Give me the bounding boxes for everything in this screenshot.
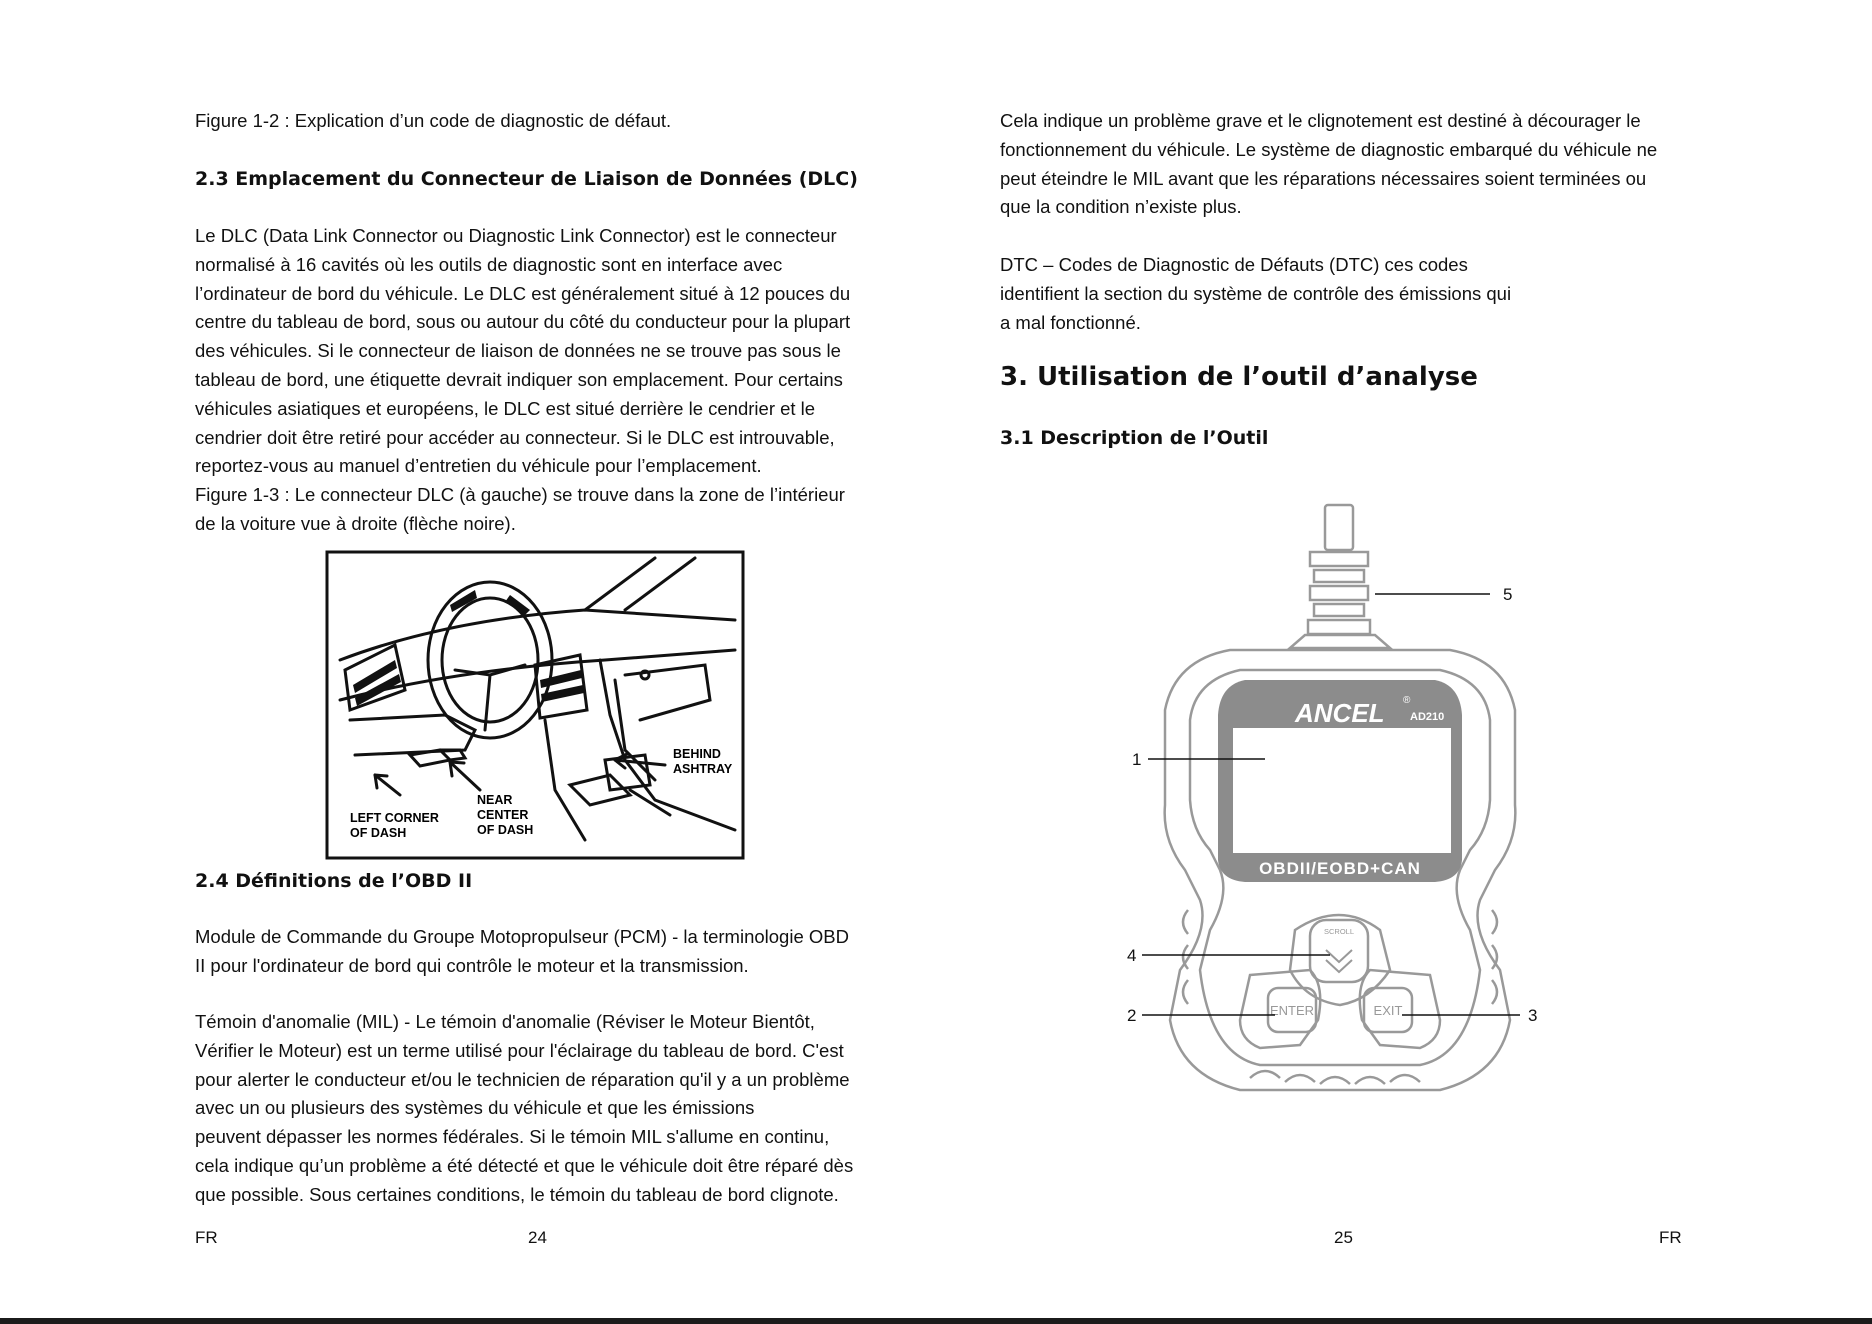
device-brand-logo: ANCEL [1295,698,1385,728]
dlc-location-figure [325,550,745,860]
footer-lang-left: FR [195,1228,218,1247]
bottom-edge-bar [0,1318,1872,1324]
callout-1: 1 [1132,750,1142,769]
section-3-1-heading: 3.1 Description de l’Outil [1000,427,1269,449]
label-left-corner-1: LEFT CORNER [350,811,439,825]
footer-page-number-right: 25 [1334,1228,1353,1247]
mil-continuation-paragraph: Cela indique un problème grave et le clignotement est destiné à décourager le fonctionnement du véhicule. Le système de diagnostic embarqué du véhicule ne peut éteindre le MIL avant que les réparations nécessaires soient terminées ou que la condition n’existe plus. [1000,110,1658,218]
callout-5: 5 [1503,585,1513,604]
scan-tool-diagram [1100,500,1560,1110]
left-page [195,0,895,1290]
dlc-paragraph: Le DLC (Data Link Connector ou Diagnostic Link Connector) est le connecteur normalisé à 16 cavités où les outils de diagnostic sont en interface avec l’ordinateur de bord du véhicule. Le DLC est généralement situé à 12 pouces du centre du tableau de bord, sous ou autour du côté du conducteur pour la plupart des véhicules. Si le connecteur de liaison de données ne se trouve pas sous le tableau de bord, une étiquette devrait indiquer son emplacement. Pour certains véhicules asiatiques et européens, le DLC est situé derrière le cendrier et le cendrier doit être retiré pour accéder au connecteur. Si le DLC est introuvable, reportez-vous au manuel d’entretien du véhicule pour l’emplacement. Figure 1-3 : Le connecteur DLC (à gauche) se trouve dans la zone de l’intérieur de la voiture vue à droite (flèche noire). [195,225,851,534]
callout-2: 2 [1127,1006,1137,1025]
callout-3: 3 [1528,1006,1538,1025]
pcm-paragraph: Module de Commande du Groupe Motopropulseur (PCM) - la terminologie OBD II pour l'ordinateur de bord qui contrôle le moteur et la transmission. [195,926,849,976]
section-3-heading: 3. Utilisation de l’outil d’analyse [1000,362,1478,392]
right-page [1000,0,1700,1290]
label-near-3: OF DASH [477,823,534,837]
label-behind-2: ASHTRAY [673,762,733,776]
device-model: AD210 [1410,711,1445,723]
label-left-corner-2: OF DASH [350,826,407,840]
footer-lang-right: FR [1659,1228,1682,1247]
mil-paragraph: Témoin d'anomalie (MIL) - Le témoin d'anomalie (Réviser le Moteur Bientôt, Vérifier le Moteur) est un terme utilisé pour l'éclairage du tableau de bord. C'est pour alerter le conducteur et/ou le technicien de réparation qu'il y a un problème avec un ou plusieurs des systèmes du véhicule et que les émissions peuvent dépasser les normes fédérales. Si le témoin MIL s'allume en continu, cela indique qu’un problème a été détecté et que le véhicule doit être réparé dès que possible. Sous certaines conditions, le témoin du tableau de bord clignote. [195,1011,854,1205]
enter-button-label: ENTER [1269,1003,1315,1018]
scroll-button-label: SCROLL [1323,927,1355,936]
dtc-paragraph: DTC – Codes de Diagnostic de Défauts (DTC) ces codes identifient la section du système de contrôle des émissions qui a mal fonctionné. [1000,254,1512,333]
exit-button-label: EXIT [1373,1003,1403,1018]
label-near-2: CENTER [477,808,529,822]
registered-mark: ® [1403,695,1411,706]
section-2-3-heading: 2.3 Emplacement du Connecteur de Liaison de Données (DLC) [195,168,858,190]
section-2-4-heading: 2.4 Définitions de l’OBD II [195,870,473,892]
callout-4: 4 [1127,946,1137,965]
label-behind-1: BEHIND [673,747,721,761]
device-protocol-label: OBDII/EOBD+CAN [1259,859,1421,878]
figure-1-2-caption: Figure 1-2 : Explication d’un code de diagnostic de défaut. [195,110,672,131]
label-near-1: NEAR [477,793,513,807]
footer-page-number-left: 24 [528,1228,547,1247]
